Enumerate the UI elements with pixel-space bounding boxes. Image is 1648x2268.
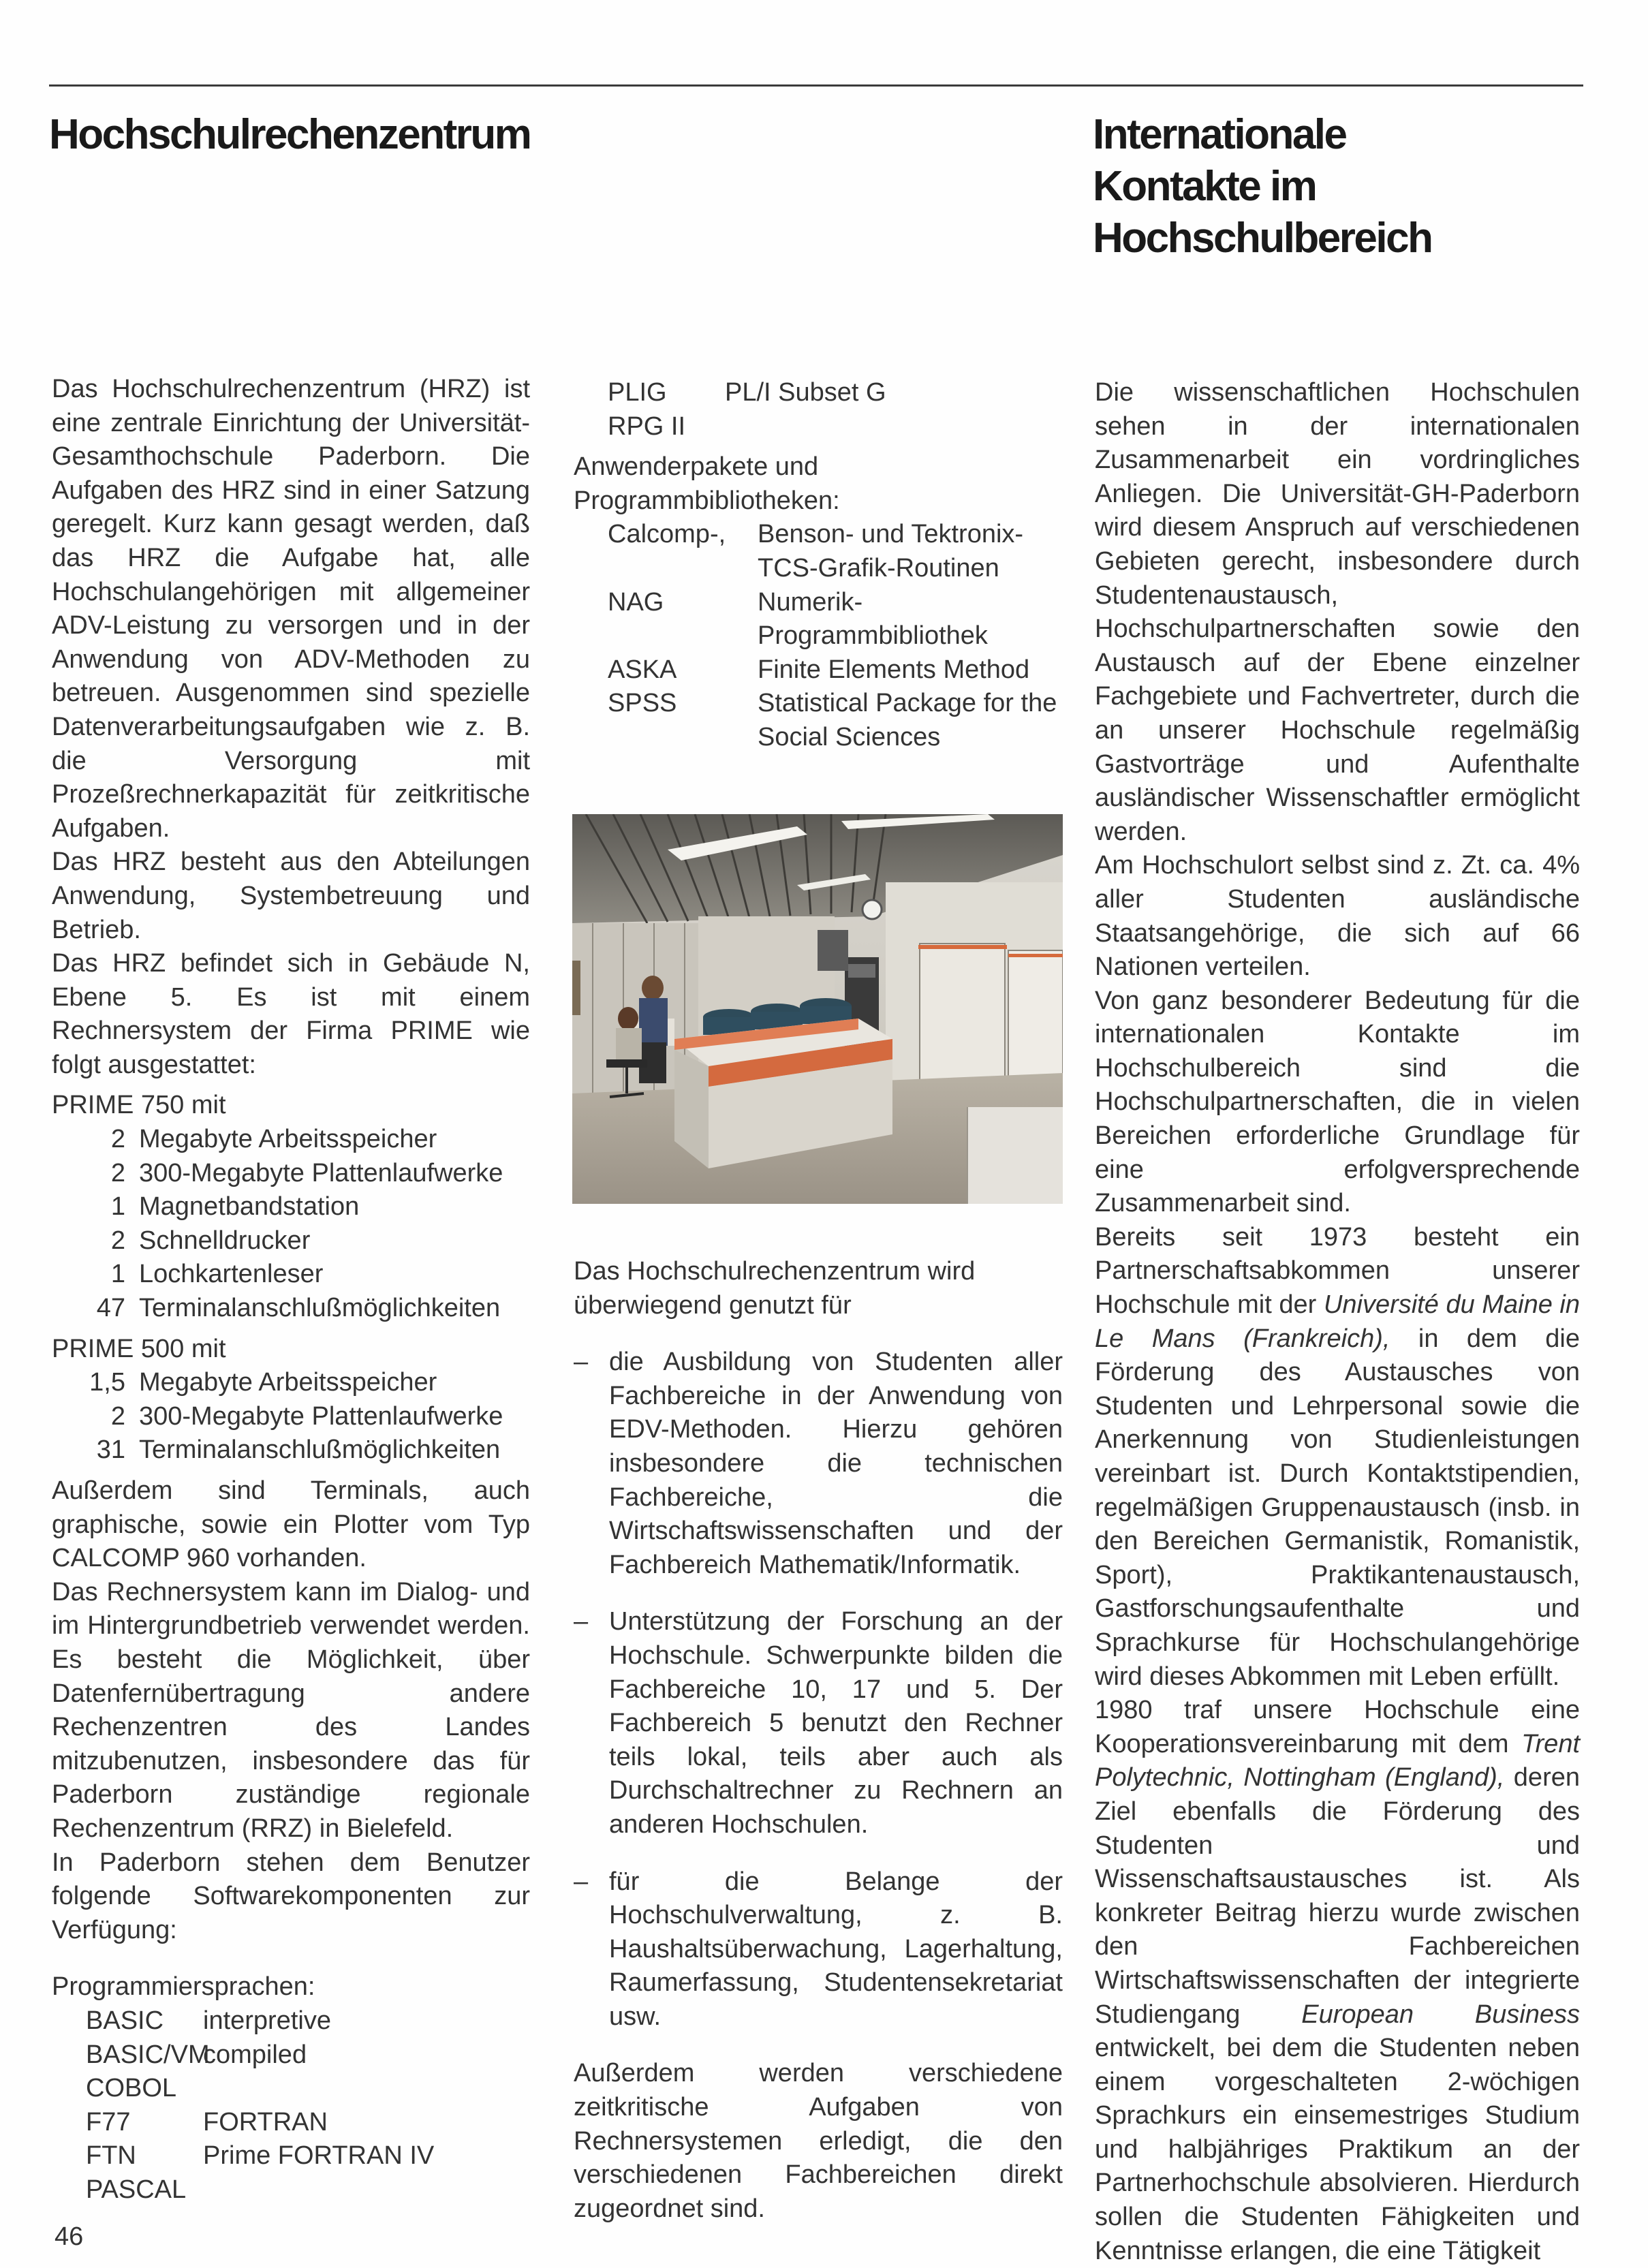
list-item: PLIG PL/I Subset G: [608, 378, 886, 407]
languages-heading: Programmiersprachen:: [52, 1972, 315, 2002]
software-paragraph: In Paderborn stehen dem Benutzer folgende Softwarekomponenten zur Verfügung:: [52, 1848, 530, 1944]
right-title-line-3: Hochschulbereich: [1093, 215, 1432, 262]
list-item: BASIC interpretive: [86, 2006, 331, 2035]
list-item: ASKA Finite Elements Method: [608, 655, 1030, 684]
list-item: 47 Terminalanschlußmöglichkeiten: [96, 1294, 501, 1323]
left-title: Hochschulrechenzentrum: [49, 111, 531, 158]
column-3: [1095, 376, 1580, 2268]
list-item: COBOL: [86, 2074, 177, 2103]
list-item: 2 300-Megabyte Plattenlaufwerke: [110, 1401, 503, 1431]
list-item: PASCAL: [86, 2175, 187, 2204]
column-2-lower: [574, 1255, 1063, 2226]
list-item: – für die Belange der Hochschulverwaltung, z. B. Haushaltsüberwachung, Lagerhaltung, Raumerfassung, Studentensekretariat usw.: [574, 1867, 1063, 2031]
languages-list-cont: [574, 376, 1063, 444]
list-item: 2 300-Megabyte Plattenlaufwerke: [110, 1158, 503, 1187]
foreign-students-paragraph: Am Hochschulort selbst sind z. Zt. ca. 4% aller Studenten ausländische Staatsangehörige, die sich auf 66 Nationen verteilen.: [1095, 851, 1580, 982]
list-item: 2 Schnelldrucker: [110, 1226, 311, 1255]
terminals-paragraph: Außerdem sind Terminals, auch graphische, sowie ein Plotter vom Typ CALCOMP 960 vorhanden.: [52, 1476, 530, 1573]
list-item: 1,5 Megabyte Arbeitsspeicher: [89, 1368, 437, 1397]
list-item: SPSS Statistical Package for the Social Sciences: [608, 689, 1057, 751]
languages-list: [52, 2004, 530, 2207]
list-item: RPG II: [608, 411, 686, 441]
packages-heading: Anwenderpakete und Programmbibliotheken:: [574, 452, 840, 515]
usage-intro: Das Hochschulrechenzentrum wird überwiegend genutzt für: [574, 1257, 976, 1320]
list-item: 1 Magnetbandstation: [110, 1192, 360, 1222]
hrz-location-paragraph: Das HRZ befindet sich in Gebäude N, Ebene 5. Es ist mit einem Rechnersystem der Firma PRIME wie folgt ausgestattet:: [52, 949, 530, 1079]
list-item: 2 Megabyte Arbeitsspeicher: [110, 1125, 437, 1154]
hrz-departments-paragraph: Das HRZ besteht aus den Abteilungen Anwendung, Systembetreuung und Betrieb.: [52, 848, 530, 944]
prime750-heading: PRIME 750 mit: [52, 1091, 226, 1120]
list-item: – die Ausbildung von Studenten aller Fachbereiche in der Anwendung von EDV-Methoden. Hierzu gehören insbesondere die technischen Fachbereiche, die Wirtschaftswissenschaften und der Fachbereich Mathematik/Informatik.: [574, 1348, 1063, 1579]
list-item: FTN Prime FORTRAN IV: [86, 2141, 435, 2171]
list-item: NAG Numerik-Programmbibliothek: [608, 587, 988, 651]
list-item: Calcomp-, Benson- und Tektronix-TCS-Grafik-Routinen: [608, 520, 1024, 582]
dialog-paragraph: Das Rechnersystem kann im Dialog- und im Hintergrundbetrieb verwendet werden. Es besteht die Möglichkeit, über Datenfernübertragung andere Rechenzentren des Landes mitzubenutzen, insbesondere das für Paderborn zuständige regionale Rechenzentrum (RRZ) in Bielefeld.: [52, 1577, 530, 1843]
partnerships-paragraph: Von ganz besonderer Bedeutung für die internationalen Kontakte im Hochschulbereich sind die Hochschulpartnerschaften, die in vielen Bereichen erforderliche Grundlage für eine erfolgversprechende Zusammenarbeit sind.: [1095, 986, 1580, 1218]
hrz-intro-paragraph: Das Hochschulrechenzentrum (HRZ) ist eine zentrale Einrichtung der Universität-Gesamthochschule Paderborn. Die Aufgaben des HRZ sind in einer Satzung geregelt. Kurz kann gesagt werden, daß das HRZ die Aufgabe hat, alle Hochschulangehörigen mit allgemeiner ADV-Leistung zu versorgen und in der Anwendung von ADV-Methoden zu betreuen. Ausgenommen sind spezielle Datenverarbeitungsaufgaben wie z. B. die Versorgung mit Prozeßrechnerkapazität für zeitkritische Aufgaben.: [52, 375, 530, 843]
intl-intro-paragraph: Die wissenschaftlichen Hochschulen sehen in der internationalen Zusammenarbeit ein vordringliches Anliegen. Die Universität-GH-Paderborn wird diesem Anspruch auf verschiedenen Gebieten gerecht, insbesondere durch Studentenaustausch, Hochschulpartnerschaften sowie den Austausch auf der Ebene einzelner Fachgebiete und Fachvertreter, durch die an unserer Hochschule regelmäßig Gastvorträge und Aufenthalte ausländischer Wissenschaftler ermöglicht werden.: [1095, 378, 1580, 846]
top-rule: [49, 84, 1583, 87]
prime500-heading: PRIME 500 mit: [52, 1334, 226, 1363]
list-item: 1 Lochkartenleser: [110, 1260, 324, 1289]
prime750-list: [52, 1123, 530, 1326]
right-title: [1093, 109, 1431, 264]
column-2: [574, 376, 1063, 755]
list-item: – Unterstützung der Forschung an der Hochschule. Schwerpunkte bilden die Fachbereiche 10, 17 und 5. Der Fachbereich 5 benutzt den Rechner teils lokal, teils aber auch als Durchschaltrechner zu Rechnern an anderen Hochschulen.: [574, 1607, 1063, 1839]
closing-paragraph: Außerdem werden verschiedene zeitkritische Aufgaben von Rechnersystemen erledigt, die den verschiedenen Fachbereichen direkt zugeordnet sind.: [574, 2059, 1063, 2223]
list-item: F77 FORTRAN: [86, 2107, 328, 2137]
le-mans-paragraph: Bereits seit 1973 besteht ein Partnerschaftsabkommen unserer Hochschule mit der Université du Maine in Le Mans (Frankreich), in dem die Förderung des Austausches von Studenten und Lehrpersonal sowie die Anerkennung von Studienleistungen vereinbart ist. Durch Kontaktstipendien, regelmäßigen Gruppenaustausch (insb. in den Bereichen Germanistik, Romanistik, Sport), Praktikantenaustausch, Gastforschungsaufenthalte und Sprachkurse für Hochschulangehörige wird dieses Abkommen mit Leben erfüllt.: [1095, 1222, 1581, 1691]
column-1: [52, 373, 530, 2207]
computer-room-photo: [572, 814, 1063, 1204]
trent-paragraph: 1980 traf unsere Hochschule eine Kooperationsvereinbarung mit dem Trent Polytechnic, Nottingham (England), deren Ziel ebenfalls die Förderung des Studenten und Wissenschaftsaustausches ist. Als konkreter Beitrag hierzu wurde zwischen den Fachbereichen Wirtschaftswissenschaften der integrierte Studiengang European Business entwickelt, bei dem die Studenten neben einem vorgeschalteten 2-wöchigen Sprachkurs ein einsemestriges Studium und halbjähriges Praktikum an der Partnerhochschule absolvieren. Hierdurch sollen die Studenten Fähigkeiten und Kenntnisse erlangen, die eine Tätigkeit: [1095, 1696, 1581, 2265]
right-title-line-1: Internationale: [1093, 111, 1346, 158]
packages-list: [574, 518, 1063, 754]
list-item: BASIC/VM compiled: [86, 2040, 307, 2069]
page-number: 46: [55, 2222, 84, 2251]
right-title-line-2: Kontakte im: [1093, 163, 1316, 210]
list-item: 31 Terminalanschlußmöglichkeiten: [96, 1435, 501, 1465]
prime500-list: [52, 1366, 530, 1467]
